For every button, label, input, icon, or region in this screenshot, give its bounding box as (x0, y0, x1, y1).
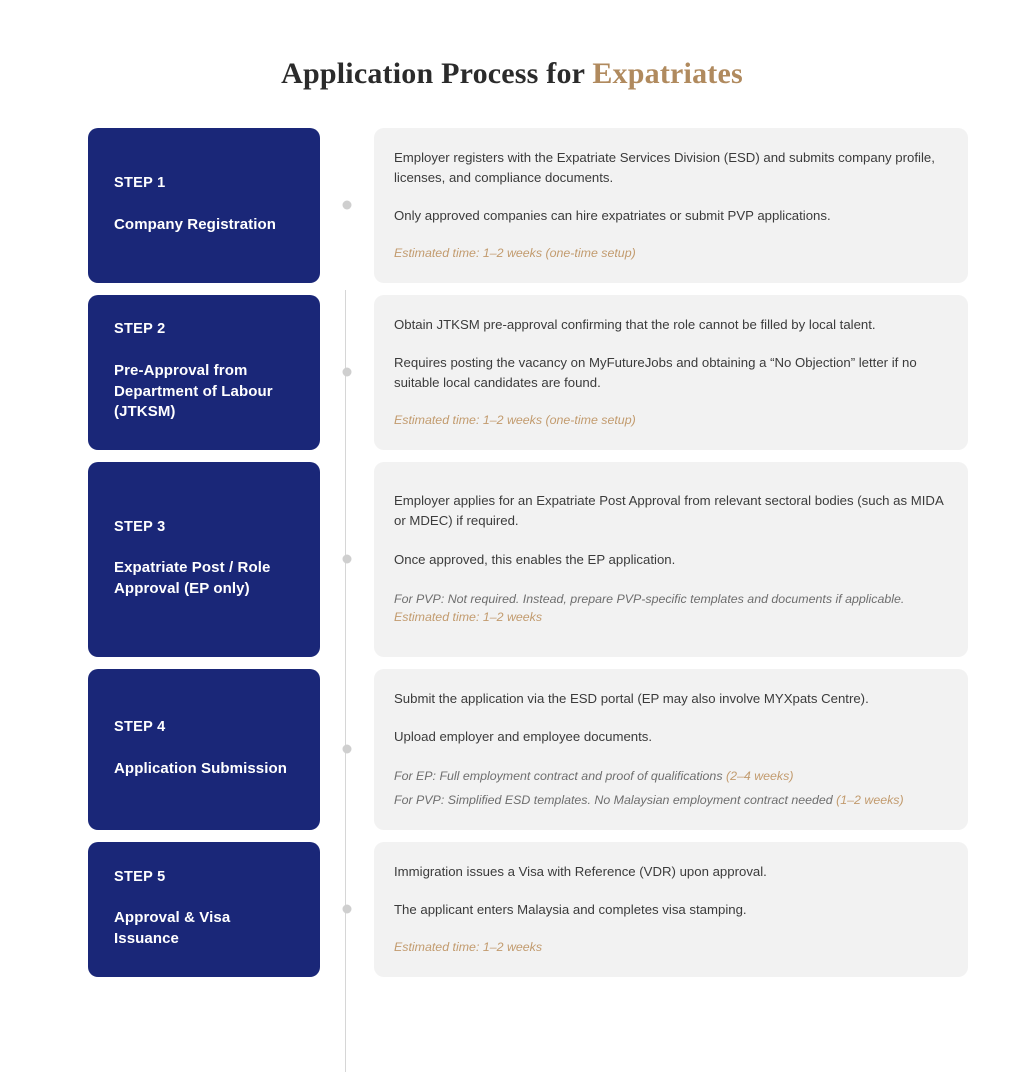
timeline-gutter (320, 669, 374, 830)
step-title: Approval & Visa Issuance (114, 909, 231, 947)
step-paragraph: Requires posting the vacancy on MyFutureJobs and obtaining a “No Objection” letter if no suitable local candidates are found. (394, 354, 917, 390)
step-panel-2 (374, 295, 968, 450)
step-row (88, 842, 968, 977)
timeline-gutter (320, 462, 374, 657)
step-title: Application Submission (114, 759, 288, 777)
step-note (394, 590, 946, 609)
step-label: STEP 1 (114, 175, 166, 192)
timeline-gutter (320, 128, 374, 283)
step-paragraph: Upload employer and employee documents. (394, 728, 653, 744)
step-row (88, 128, 968, 283)
step-panel-1 (374, 128, 968, 283)
timeline-dot-icon (343, 745, 352, 754)
estimated-time: Estimated time: 1–2 weeks (394, 610, 543, 625)
step-row (88, 669, 968, 830)
step-card-2[interactable] (88, 295, 320, 450)
step-paragraph: Obtain JTKSM pre-approval confirming that the role cannot be filled by local talent. (394, 316, 876, 332)
step-paragraph: The applicant enters Malaysia and completes visa stamping. (394, 902, 747, 917)
page-title-main: Application Process for (281, 57, 593, 90)
timeline-dot-icon (343, 555, 352, 564)
step-note-text: For PVP: Simplified ESD templates. No Malaysian employment contract needed (394, 793, 837, 808)
step-card-3[interactable] (88, 462, 320, 657)
step-label: STEP 4 (114, 719, 166, 736)
estimated-time: Estimated time: 1–2 weeks (394, 940, 543, 955)
step-title: Expatriate Post / Role Approval (EP only) (114, 559, 271, 597)
step-note-text: For EP: Full employment contract and proof of qualifications (394, 768, 726, 783)
step-paragraph: Employer registers with the Expatriate Services Division (ESD) and submits company profile, licenses, and compliance documents. (394, 150, 935, 186)
step-panel-3 (374, 462, 968, 657)
step-label: STEP 5 (114, 868, 166, 885)
timeline-dot-icon (343, 905, 352, 914)
step-paragraph: Once approved, this enables the EP application. (394, 551, 676, 567)
step-note-accent: (2–4 weeks) (725, 768, 794, 783)
step-label: STEP 3 (114, 518, 166, 535)
estimated-time: Estimated time: 1–2 weeks (one-time setup) (394, 412, 636, 427)
step-paragraph: Immigration issues a Visa with Reference (VDR) upon approval. (394, 863, 767, 879)
step-paragraph: Employer applies for an Expatriate Post Approval from relevant sectoral bodies (such as MIDA or MDEC) if required. (394, 493, 944, 529)
step-notes (394, 590, 946, 609)
step-title: Pre-Approval from Department of Labour (JTKSM) (114, 361, 273, 421)
step-note (394, 791, 946, 810)
step-note (394, 767, 946, 786)
timeline-dot-icon (343, 368, 352, 377)
step-notes (394, 767, 946, 810)
timeline-dot-icon (343, 201, 352, 210)
step-row (88, 462, 968, 657)
timeline-gutter (320, 295, 374, 450)
process-timeline (0, 128, 1024, 977)
step-panel-4 (374, 669, 968, 830)
step-panel-5 (374, 842, 968, 977)
step-card-1[interactable] (88, 128, 320, 283)
step-paragraph: Only approved companies can hire expatriates or submit PVP applications. (394, 208, 831, 224)
step-card-4[interactable] (88, 669, 320, 830)
step-paragraph: Submit the application via the ESD portal (EP may also involve MYXpats Centre). (394, 690, 869, 706)
step-label: STEP 2 (114, 321, 166, 338)
step-row (88, 295, 968, 450)
page-title (0, 0, 1024, 92)
timeline-gutter (320, 842, 374, 977)
step-title: Company Registration (114, 215, 277, 233)
estimated-time: Estimated time: 1–2 weeks (one-time setup) (394, 246, 636, 261)
step-note-accent: (1–2 weeks) (836, 793, 904, 808)
page-title-accent: Expatriates (592, 57, 743, 90)
step-note-text: For PVP: Not required. Instead, prepare PVP-specific templates and documents if applicable. (394, 591, 905, 606)
step-card-5[interactable] (88, 842, 320, 977)
